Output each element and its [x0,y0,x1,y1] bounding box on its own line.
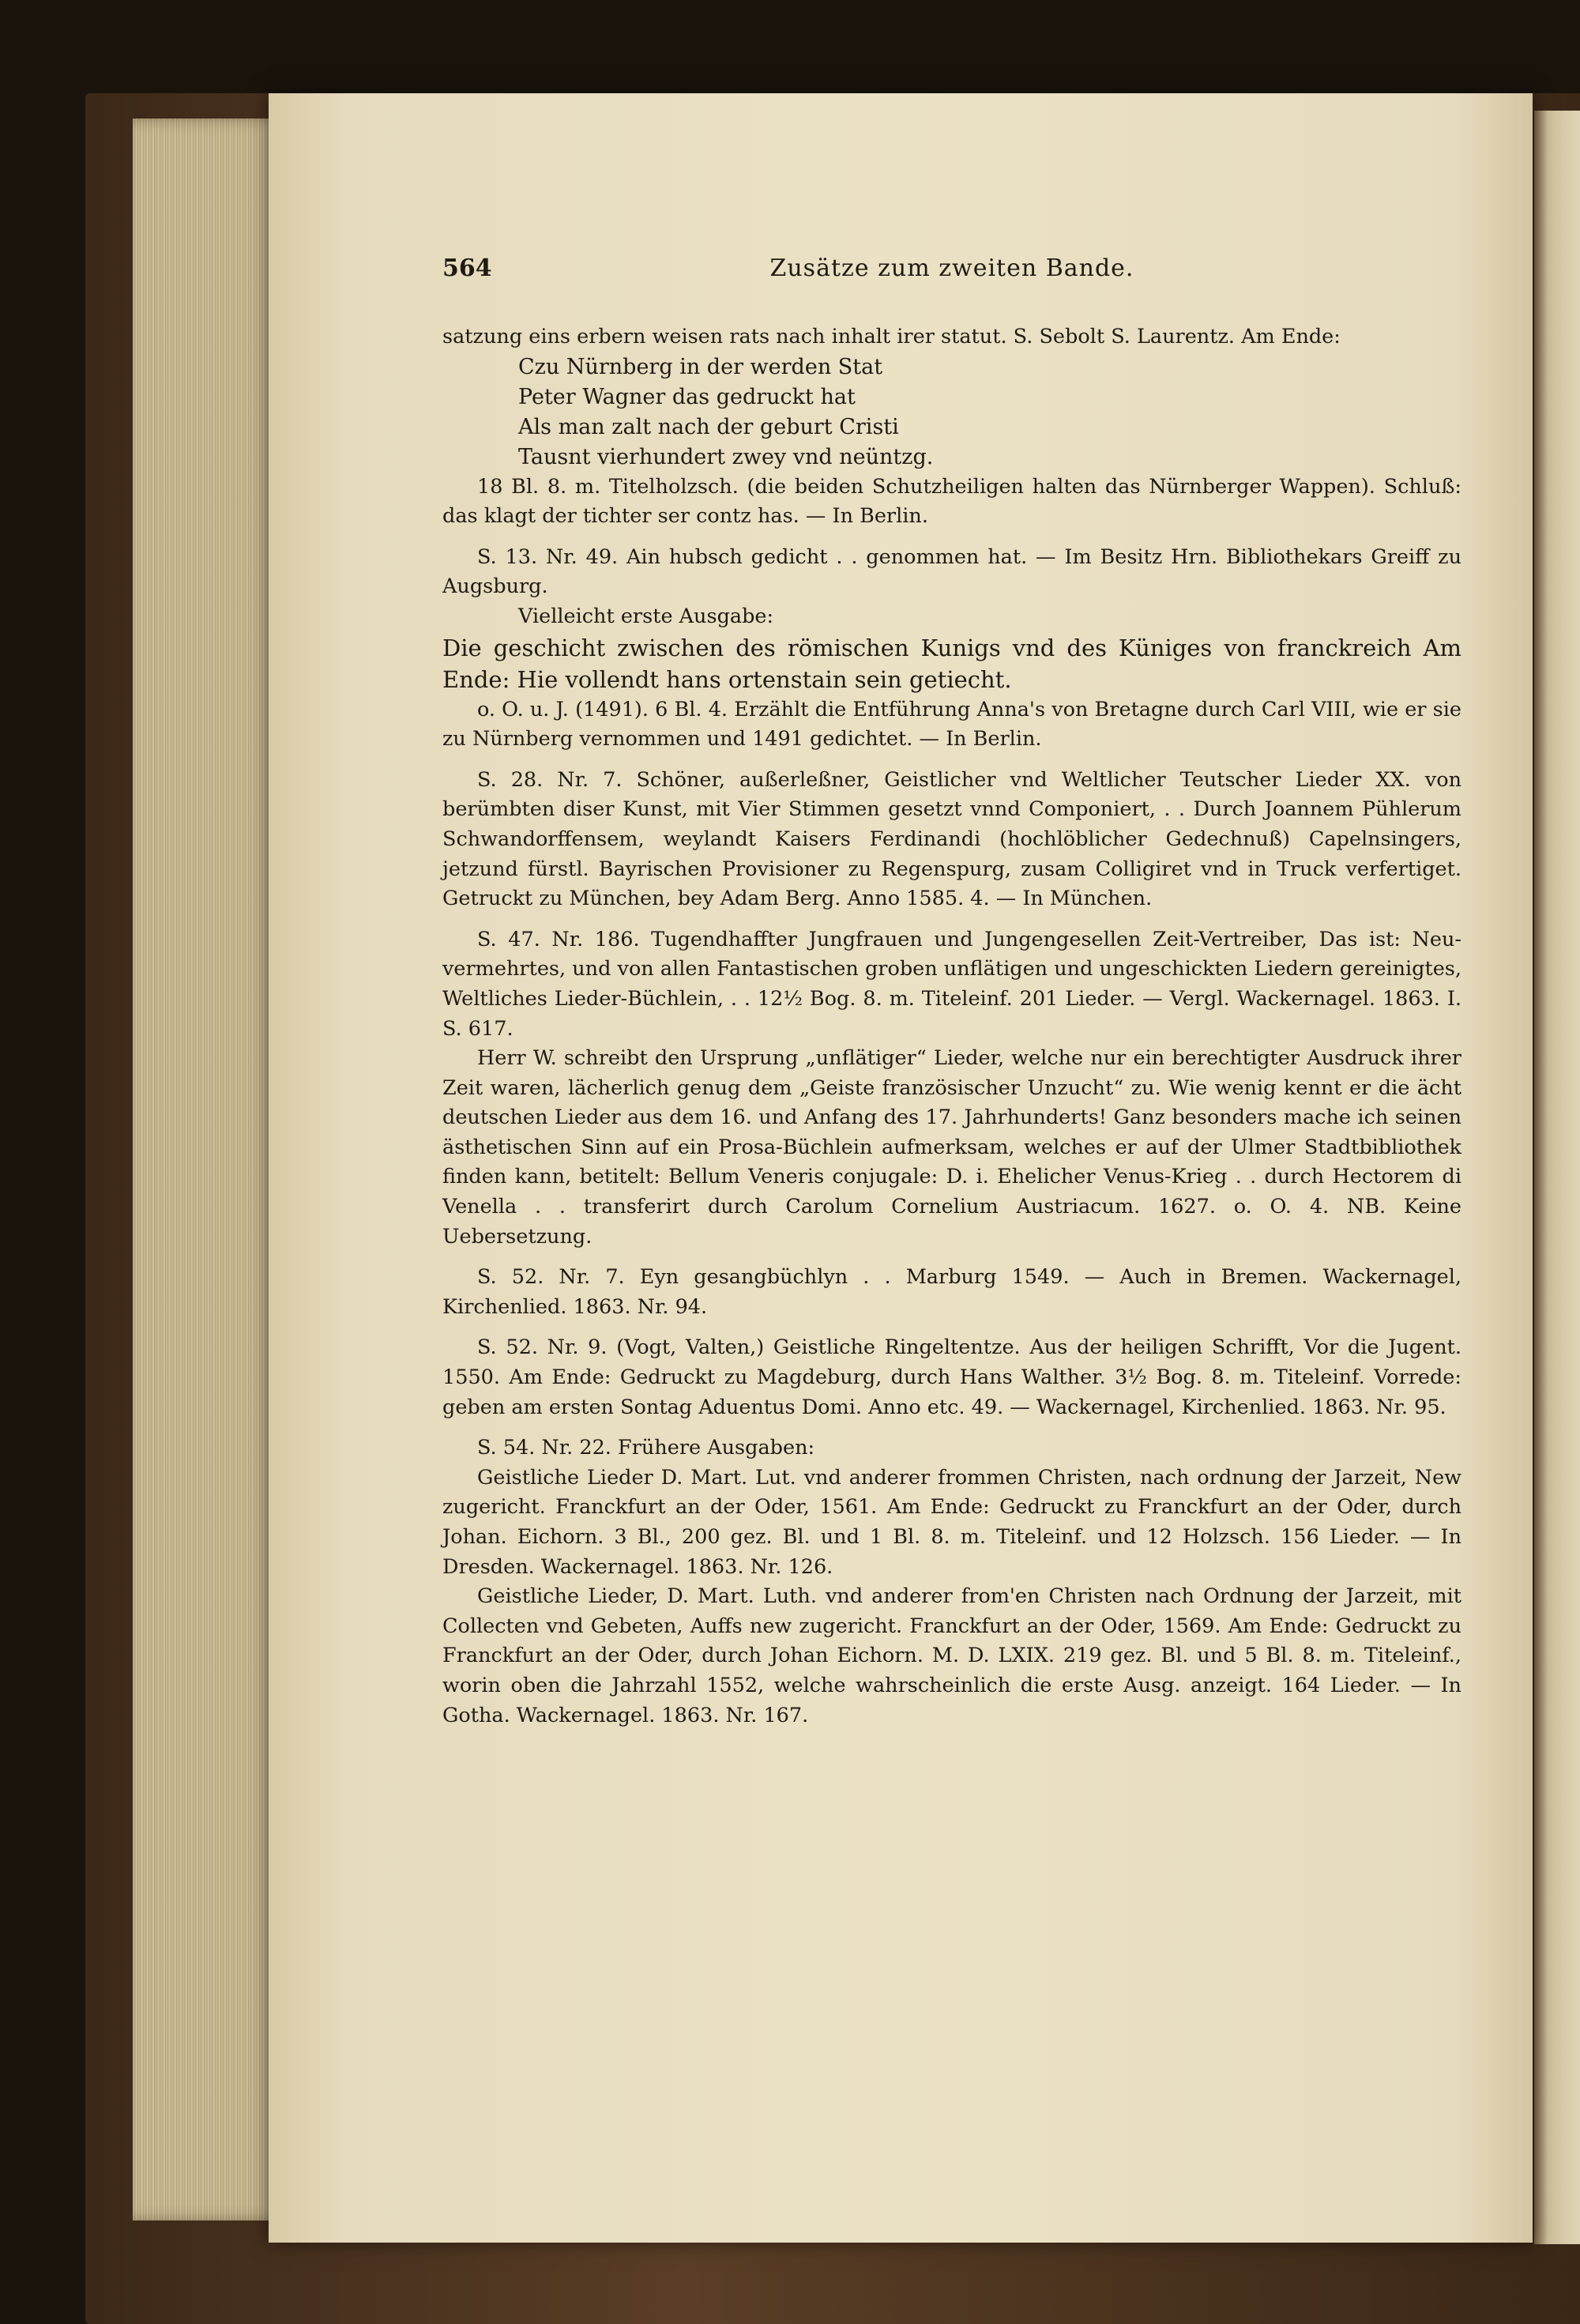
page-number: 564 [442,254,492,282]
verse-line: Peter Wagner das gedruckt hat [518,384,856,409]
paragraph: Herr W. schreibt den Ursprung „unflätiger“ Lieder, welche nur ein berechtigter Ausdruck ihrer Zeit waren, lächerlich genug dem „Geiste französischer Unzucht“ zu. Wie wenig kennt er die ächt deutschen Lieder aus dem 16. und Anfang des 17. Jahrhunderts! Ganz besonders mache ich seinen ästhetischen Sinn auf ein Prosa-Büchlein aufmerksam, welches er auf der Ulmer Stadtbibliothek finden kann, betitelt: Bellum Veneris conjugale: D. i. Ehelicher Venus-Krieg . . durch Hectorem di Venella . . transferirt durch Carolum Cornelium Austriacum. 1627. o. O. 4. NB. Keine Uebersetzung. [442,1046,1462,1249]
page-edges [133,119,283,2220]
paragraph: S. 28. Nr. 7. Schöner, außerleßner, Geistlicher vnd Weltlicher Teutscher Lieder XX. von berümbten diser Kunst, mit Vier Stimmen gesetzt vnnd Componiert, . . Durch Joannem Pühlerum Schwandorffensem, weylandt Kaisers Ferdinandi (hochlöblicher Gedechnuß) Capelnsingers, jetzund fürstl. Bayrischen Provisioner zu Regenspurg, zusam Colligiret vnd in Truck verfertiget. Getruckt zu München, bey Adam Berg. Anno 1585. 4. — In München. [442,767,1462,911]
verse-line: Als man zalt nach der geburt Cristi [518,414,899,439]
paragraph: S. 54. Nr. 22. Frühere Ausgaben: [477,1436,815,1460]
running-title: Zusätze zum zweiten Bande. [769,254,1134,282]
paragraph: satzung eins erbern weisen rats nach inhalt irer statut. S. Sebolt S. Laurentz. Am Ende: [442,325,1341,348]
paragraph: Geistliche Lieder D. Mart. Lut. vnd anderer frommen Christen, nach ordnung der Jarzeit, New zugericht. Franckfurt an der Oder, 1561. Am Ende: Gedruckt zu Franckfurt an der Oder, durch Johan. Eichorn. 3 Bl., 200 gez. Bl. und 1 Bl. 8. m. Titeleinf. und 12 Holzsch. 156 Lieder. — In Dresden. Wackernagel. 1863. Nr. 126. [442,1465,1462,1579]
paragraph: Geistliche Lieder, D. Mart. Luth. vnd anderer from'en Christen nach Ordnung der Jarzeit, mit Collecten vnd Gebeten, Auffs new zugericht. Franckfurt an der Oder, 1569. Am Ende: Gedruckt zu Franckfurt an der Oder, durch Johan Eichorn. M. D. LXIX. 219 gez. Bl. und 5 Bl. 8. m. Titeleinf., worin oben die Jahrzahl 1552, welche wahrscheinlich die erste Ausg. anzeigt. 164 Lieder. — In Gotha. Wackernagel. 1863. Nr. 167. [442,1584,1462,1727]
paragraph: S. 52. Nr. 9. (Vogt, Valten,) Geistliche Ringeltentze. Aus der heiligen Schrifft, Vor die Jugent. 1550. Am Ende: Gedruckt zu Magdeburg, durch Hans Walther. 3½ Bog. 8. m. Titeleinf. Vorrede: geben am ersten Sontag Aduentus Domi. Anno etc. 49. — Wackernagel, Kirchenlied. 1863. Nr. 95. [442,1335,1462,1419]
paragraph: o. O. u. J. (1491). 6 Bl. 4. Erzählt die Entführung Anna's von Bretagne durch Carl VIII, wie er sie zu Nürnberg vernommen und 1491 gedichtet. — In Berlin. [442,697,1462,751]
paragraph: Die geschicht zwischen des römischen Kunigs vnd des Küniges von franckreich Am Ende: Hie vollendt hans ortenstain sein getiecht. [442,634,1462,693]
page-header [442,254,1462,289]
facing-page-edge [1534,111,1580,2244]
page-content [442,322,1462,1731]
paragraph: Vielleicht erste Ausgabe: [518,604,774,628]
paragraph: S. 47. Nr. 186. Tugendhaffter Jungfrauen und Jungengesellen Zeit-Vertreiber, Das ist: Neu-vermehrtes, und von allen Fantastischen groben unflätigen und ungeschickten Liedern gereinigtes, Weltliches Lieder-Büchlein, . . 12½ Bog. 8. m. Titeleinf. 201 Lieder. — Vergl. Wackernagel. 1863. I. S. 617. [442,927,1462,1041]
paragraph: 18 Bl. 8. m. Titelholzsch. (die beiden Schutzheiligen halten das Nürnberger Wappen). Schluß: das klagt der tichter ser contz has. — In Berlin. [442,474,1462,529]
verse-line: Czu Nürnberg in der werden Stat [518,354,883,379]
verse-line: Tausnt vierhundert zwey vnd neüntzg. [518,444,934,469]
paragraph: S. 13. Nr. 49. Ain hubsch gedicht . . genommen hat. — Im Besitz Hrn. Bibliothekars Greiff zu Augsburg. [442,544,1462,599]
paragraph: S. 52. Nr. 7. Eyn gesangbüchlyn . . Marburg 1549. — Auch in Bremen. Wackernagel, Kirchenlied. 1863. Nr. 94. [442,1265,1462,1319]
